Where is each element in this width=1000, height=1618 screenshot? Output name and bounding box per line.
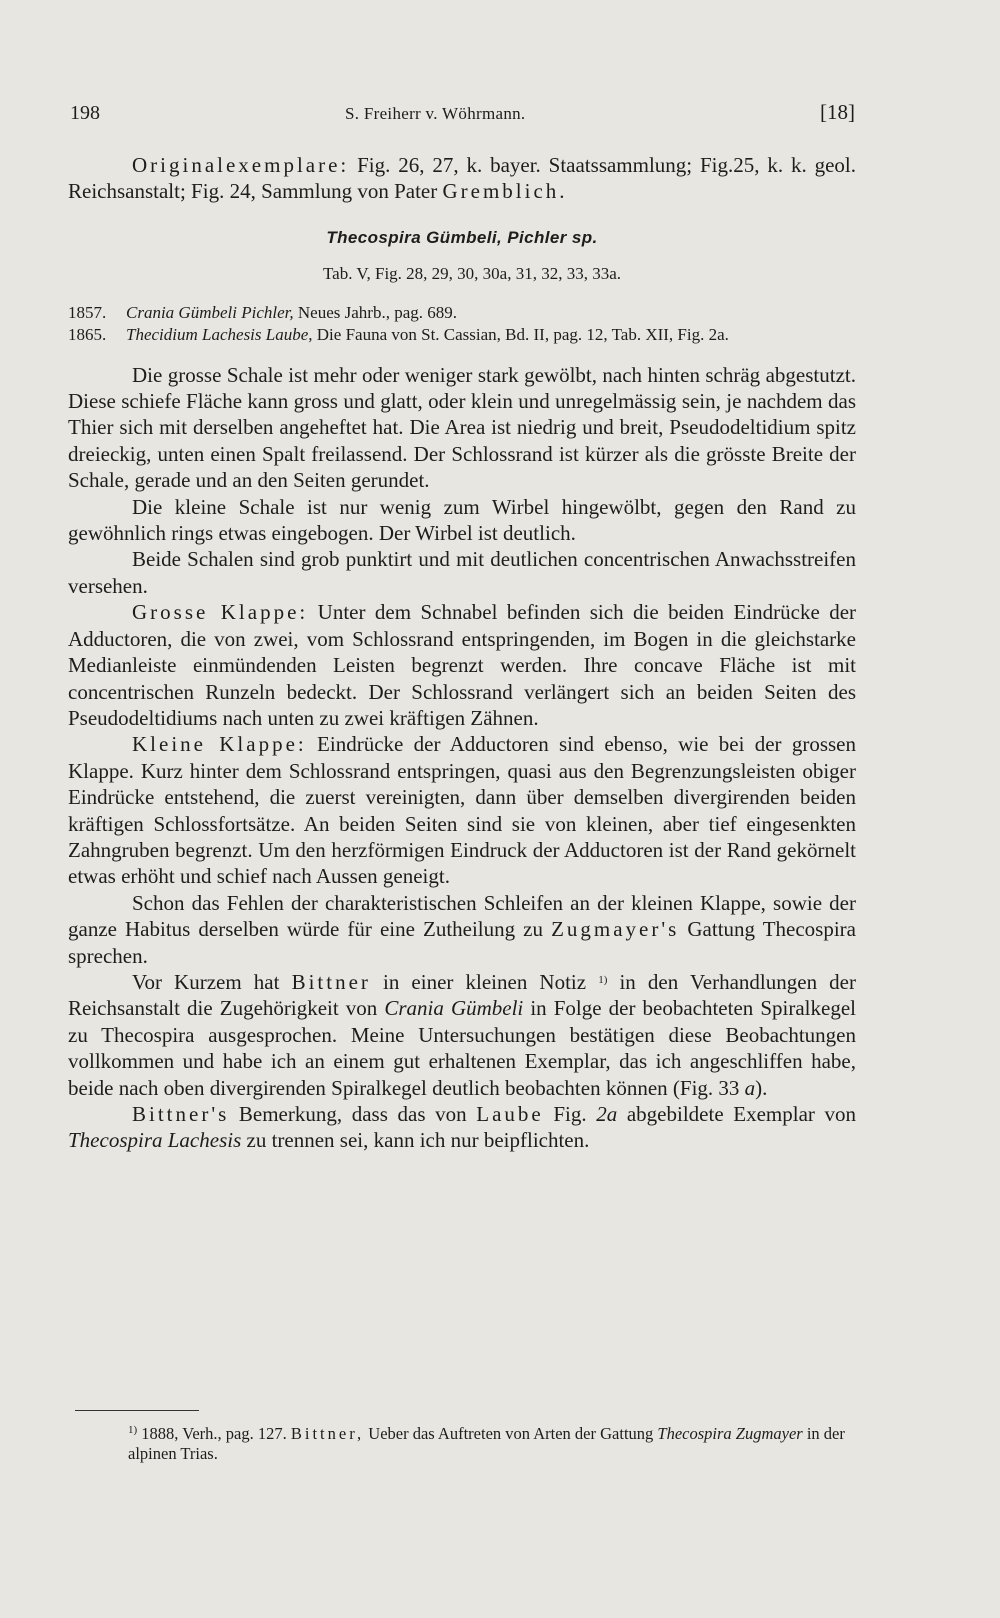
synonym-ref: Neues Jahrb., pag. 689.: [293, 302, 457, 322]
footnote-divider: [75, 1410, 199, 1411]
originals-paragraph: [68, 152, 856, 205]
synonym-entry: [68, 302, 856, 324]
synonym-year: 1865.: [68, 324, 107, 344]
author-name: Laube: [476, 1102, 544, 1126]
synonym-entry: [68, 324, 856, 346]
page-number: 198: [70, 102, 100, 124]
main-text: [68, 152, 856, 1154]
paragraph-text: Bemerkung, dass das von: [229, 1102, 477, 1126]
paragraph-text: abgebildete Exemplar von: [617, 1102, 856, 1126]
paragraph-habitus: [68, 890, 856, 969]
paragraph-text: Schon das Fehlen der charakteristischen Schleifen an der kleinen Klappe, sowie der ganze Habitus derselben würde für eine Zutheilung zu: [68, 890, 856, 942]
synonym-year: 1857.: [68, 302, 107, 322]
plate-reference: Tab. V, Fig. 28, 29, 30, 30a, 31, 32, 33, 33a.: [322, 264, 622, 284]
figure-letter: a: [744, 1075, 756, 1100]
originals-text: Fig. 26, 27, k. bayer. Staatssammlung; Fig.25, k. k. geol. Reichsanstalt; Fig. 24, Sammlung von Pater: [68, 153, 856, 204]
paragraph-text: zu trennen sei, kann ich nur beipflichten.: [241, 1128, 590, 1153]
paragraph-punctation: Beide Schalen sind grob punktirt und mit deutlichen concentrischen Anwachsstreifen versehen.: [68, 547, 856, 598]
paragraph-laube: [68, 1101, 856, 1154]
footnote-reference: 1): [598, 973, 608, 986]
paragraph-text: Fig.: [543, 1102, 597, 1126]
author-name: Bittner's: [132, 1102, 230, 1126]
paragraph-text: Eindrücke der Adductoren sind ebenso, wie bei der grossen Klappe. Kurz hinter dem Schlossrand entspringen, quasi aus den Begrenzungsleisten obiger Eindrücke entstehend, die zuerst vereinigten, dann über demselben divergirenden beiden kräftigen Schlossfortsätze. An beiden Seiten sind sie von kleinen, aber tief eingesenkten Zahngruben begrenzt. Um den herzförmigen Eindruck der Adductoren ist der Rand gekörnelt etwas erhöht und schief nach Aussen geneigt.: [68, 732, 857, 889]
synonymy-list: [68, 302, 856, 346]
footnote-part: 1888, Verh., pag. 127.: [137, 1424, 291, 1443]
section-label: Kleine Klappe:: [132, 732, 307, 757]
paragraph-text: Unter dem Schnabel befinden sich die beiden Eindrücke der Adductoren, die von zwei, vom Schlossrand entspringenden, im Bogen in die gleichstarke Medianleiste einmündenden Leisten begrenzt werden. Ihre concave Fläche ist mit concentrischen Runzeln bedeckt. Der Schlossrand verlängert sich an beiden Seiten des Pseudodeltidiums nach unten zu zwei kräftigen Zähnen.: [68, 600, 857, 730]
paragraph-text: in den Verhandlungen der Reichsanstalt die Zugehörigkeit von: [68, 969, 856, 1021]
paragraph-bittner-note: [68, 969, 856, 1101]
originals-end: .: [559, 179, 565, 204]
taxon-name: Crania Gümbeli: [384, 996, 524, 1021]
synonym-name: Thecidium Lachesis Laube,: [126, 324, 313, 344]
taxon-name: Thecospira Zugmayer: [657, 1424, 803, 1443]
paragraph-text: in Folge der beobachteten Spiralkegel zu Thecospira ausgesprochen. Meine Untersuchungen bestätigen diese Beobachtungen vollkommen und habe ich an einem gut erhaltenen Exemplar, das ich angeschliffen habe, beide nach oben divergirenden Spiralkegel deutlich beobachten können (Fig. 33: [68, 996, 856, 1100]
collector-name: Gremblich: [442, 179, 560, 204]
originals-label: Originalexemplare:: [132, 153, 350, 177]
running-header: [70, 100, 855, 132]
synonym-name: Crania Gümbeli Pichler,: [126, 302, 294, 322]
author-name: Bittner,: [290, 1424, 365, 1443]
section-label: Grosse Klappe:: [132, 600, 309, 625]
section-number: [18]: [820, 100, 855, 124]
footnote-text: [72, 1424, 857, 1464]
paragraph-small-valve: Die kleine Schale ist nur wenig zum Wirbel hingewölbt, gegen den Rand zu gewöhnlich rings etwas eingebogen. Der Wirbel ist deutlich.: [68, 494, 856, 546]
author-name: Zugmayer's: [551, 917, 680, 942]
paragraph-large-valve: Die grosse Schale ist mehr oder weniger stark gewölbt, nach hinten schräg abgestutzt. Diese schiefe Fläche kann gross und glatt, oder klein und unregelmässig sein, je nachdem das Thier sich mit derselben angeheftet hat. Die Area ist niedrig und breit, Pseudodeltidium spitz dreieckig, unten einen Spalt freilassend. Der Schlossrand ist kürzer als die grösste Breite der Schale, gerade und an den Seiten gerundet.: [68, 362, 856, 493]
footnote-mark: 1): [128, 1424, 138, 1436]
footnote-part: in der alpinen Trias.: [128, 1424, 845, 1463]
paragraph-text: Gattung Thecospira sprechen.: [68, 917, 856, 968]
paragraph-grosse-klappe: [68, 599, 856, 731]
synonym-ref: Die Fauna von St. Cassian, Bd. II, pag. 12, Tab. XII, Fig. 2a.: [312, 324, 729, 344]
taxon-name: Thecospira Lachesis: [68, 1128, 242, 1153]
running-author: S. Freiherr v. Wöhrmann.: [345, 104, 526, 123]
paragraph-text: Vor Kurzem hat: [132, 969, 292, 994]
footnote-part: Ueber das Auftreten von Arten der Gattung: [364, 1424, 658, 1443]
paragraph-text: ).: [755, 1075, 768, 1100]
species-title: Thecospira Gümbeli, Pichler sp.: [326, 227, 598, 247]
paragraph-kleine-klappe: [68, 731, 856, 889]
figure-letter: 2a: [596, 1102, 618, 1126]
paragraph-text: in einer kleinen Notiz: [370, 969, 599, 994]
author-name: Bittner: [291, 969, 371, 994]
footnote: [72, 1424, 857, 1464]
